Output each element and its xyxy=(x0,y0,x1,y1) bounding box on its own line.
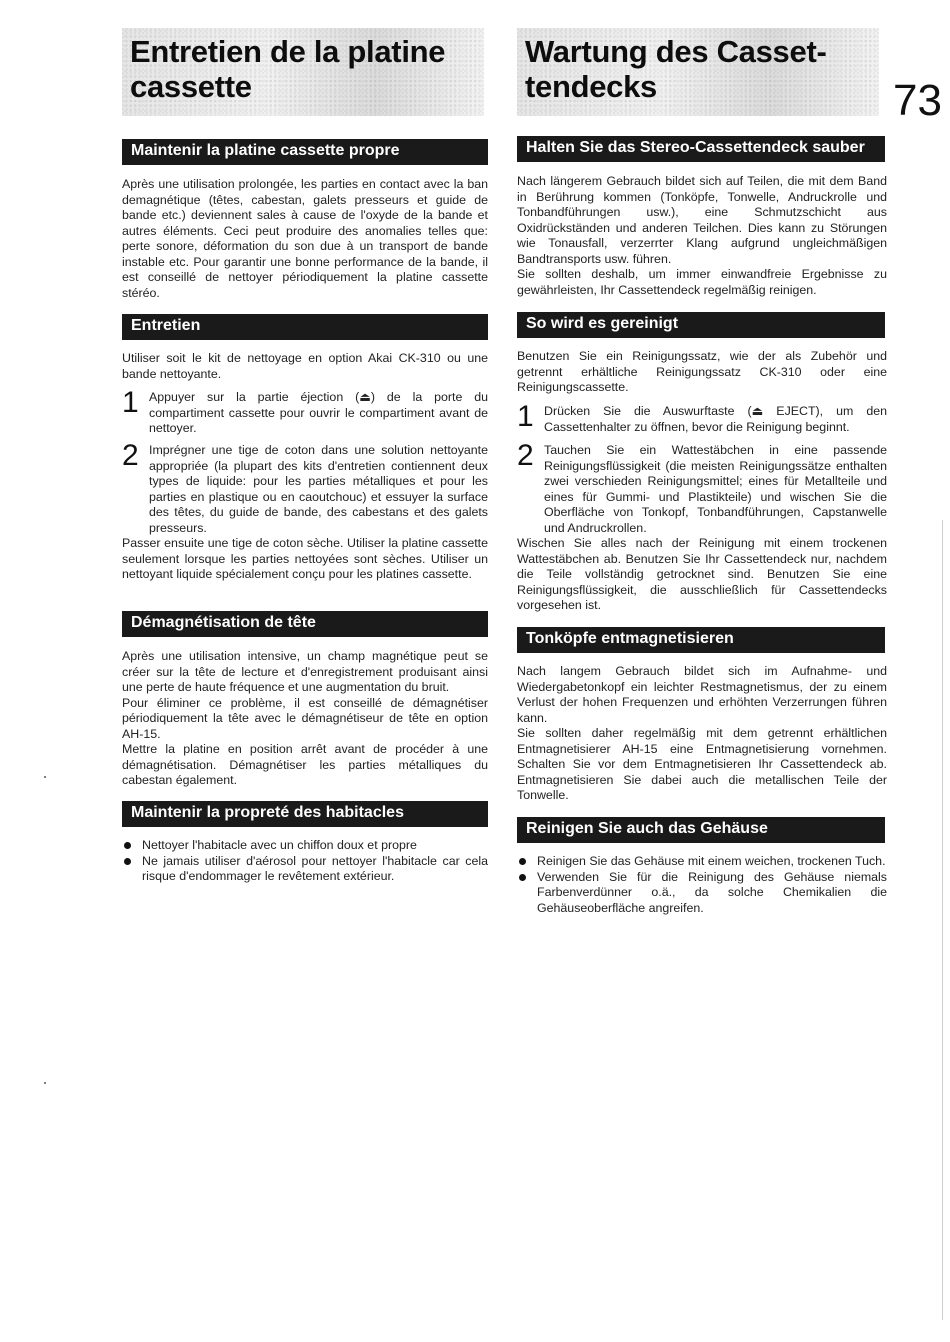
german-clean-text: Nach längerem Gebrauch bildet sich auf Teilen, die mit dem Band in Berührung kommen (Tonköpfe, Tonwelle, Andruckrolle und Tonbandführungen usw.), eine Schmutzschicht aus Oxidrückständen und anderen Teilchen. Dies kann zu Störungen wie Tonausfall, verzerrter Klang aufgrund ungleichmäßigen Bandtransports usw. führen. Sie sollten deshalb, um immer einwandfreie Ergebnisse zu gewährleisten, Ihr Cassettendeck regelmäßig reinigen. xyxy=(517,174,887,297)
bullet-dot-icon xyxy=(519,858,526,865)
page-edge-line xyxy=(942,520,943,1320)
bullet-dot-icon xyxy=(124,858,131,865)
page-number: 73 xyxy=(893,76,942,125)
french-housing-bullets xyxy=(122,838,488,885)
french-page-title: Entretien de la platine cassette xyxy=(130,34,446,104)
french-section-heading-entretien: Entretien xyxy=(122,314,488,340)
german-section-heading-housing: Reinigen Sie auch das Gehäuse xyxy=(517,817,885,843)
german-entretien-intro: Benutzen Sie ein Reinigungssatz, wie der als Zubehör und getrennt erhältliche Reinigungssatz CK-310 oder eine Reinigungscassette. xyxy=(517,349,887,394)
french-entretien-intro: Utiliser soit le kit de nettoyage en option Akai CK-310 ou une bande nettoyante. xyxy=(122,351,488,381)
german-title-block xyxy=(517,28,879,116)
french-clean-text: Après une utilisation prolongée, les parties en contact avec la ban demagnétique (têtes, cabestan, galets presseurs et guide de bande etc.) deviennent sales à cause de l'oxyde de la bande et autres éléments. Ceci peut produire des anomalies telles que: perte sonore, déformation du son due à un transport de bande instable etc. Pour garantir une bonne performance de la bande, il est conseillé de nettoyer périodiquement la platine cassette stéréo. xyxy=(122,177,488,300)
bullet-dot-icon xyxy=(519,874,526,881)
french-section-heading-housing: Maintenir la propreté des habitacles xyxy=(122,801,488,827)
bullet-dot-icon xyxy=(124,842,131,849)
french-demag-text: Après une utilisation intensive, un champ magnétique peut se créer sur la tête de lecture et d'enregistrement produisant ainsi une perte de haute fréquence et une augmentation du bruit. Pour éliminer ce problème, il est conseillé de démagnétiser périodiquement la tête avec le démagnétiseur de tête en option AH-15. Mettre la platine en position arrêt avant de procéder à une démagnétisation. Démagnétiser les parties métalliques du cabestan également. xyxy=(122,649,488,787)
list-item: Ne jamais utiliser d'aérosol pour nettoyer l'habitacle car cela risque d'endommager le revêtement extérieur. xyxy=(122,854,488,885)
german-entretien-outro: Wischen Sie alles nach der Reinigung mit einem trockenen Wattestäbchen ab. Benutzen Sie Ihr Cassettendeck nur, nachdem die Teile vollständig getrocknet sind. Benutzen Sie eine Reinigungsflüssigkeit, die ausschließlich für Cassettendecks vorgesehen ist. xyxy=(517,536,887,612)
german-section-heading-clean: Halten Sie das Stereo-Cassettendeck sauber xyxy=(517,136,885,162)
scan-speck xyxy=(44,776,46,778)
french-section-heading-clean: Maintenir la platine cassette propre xyxy=(122,139,488,165)
german-page-title: Wartung des Casset- tendecks xyxy=(525,34,827,104)
french-title-block xyxy=(122,28,484,116)
french-section-heading-demag: Démagnétisation de tête xyxy=(122,611,488,637)
german-section-heading-demag: Tonköpfe entmagnetisieren xyxy=(517,627,885,653)
german-section-heading-entretien: So wird es gereinigt xyxy=(517,312,885,338)
scan-speck xyxy=(44,1082,46,1084)
german-demag-text: Nach langem Gebrauch bildet sich im Aufnahme- und Wiedergabetonkopf ein leichter Restmagnetismus, der zu einem Verlust der hohen Frequenzen und erhöhten Verzerrungen führen kann. Sie sollten daher regelmäßig mit dem getrennt erhältlichen Entmagnetisierer AH-15 eine Entmagnetisierung vornehmen. Schalten Sie vor dem Entmagnetisieren Ihr Cassettendeck ab. Entmagnetisieren Sie dabei auch die metallischen Teile der Tonwelle. xyxy=(517,664,887,802)
german-housing-bullets xyxy=(517,854,887,916)
list-item: Nettoyer l'habitacle avec un chiffon doux et propre xyxy=(122,838,488,854)
french-entretien-outro: Passer ensuite une tige de coton sèche. Utiliser la platine cassette seulement lorsque les parties nettoyées sont sèches. Utiliser un nettoyant liquide spécialement conçu pour les platines cassette. xyxy=(122,536,488,581)
list-item: Reinigen Sie das Gehäuse mit einem weichen, trockenen Tuch. xyxy=(517,854,887,870)
list-item: Verwenden Sie für die Reinigung des Gehäuse niemals Farbenverdünner o.ä., da solche Chemikalien die Gehäuseoberfläche angreifen. xyxy=(517,870,887,917)
